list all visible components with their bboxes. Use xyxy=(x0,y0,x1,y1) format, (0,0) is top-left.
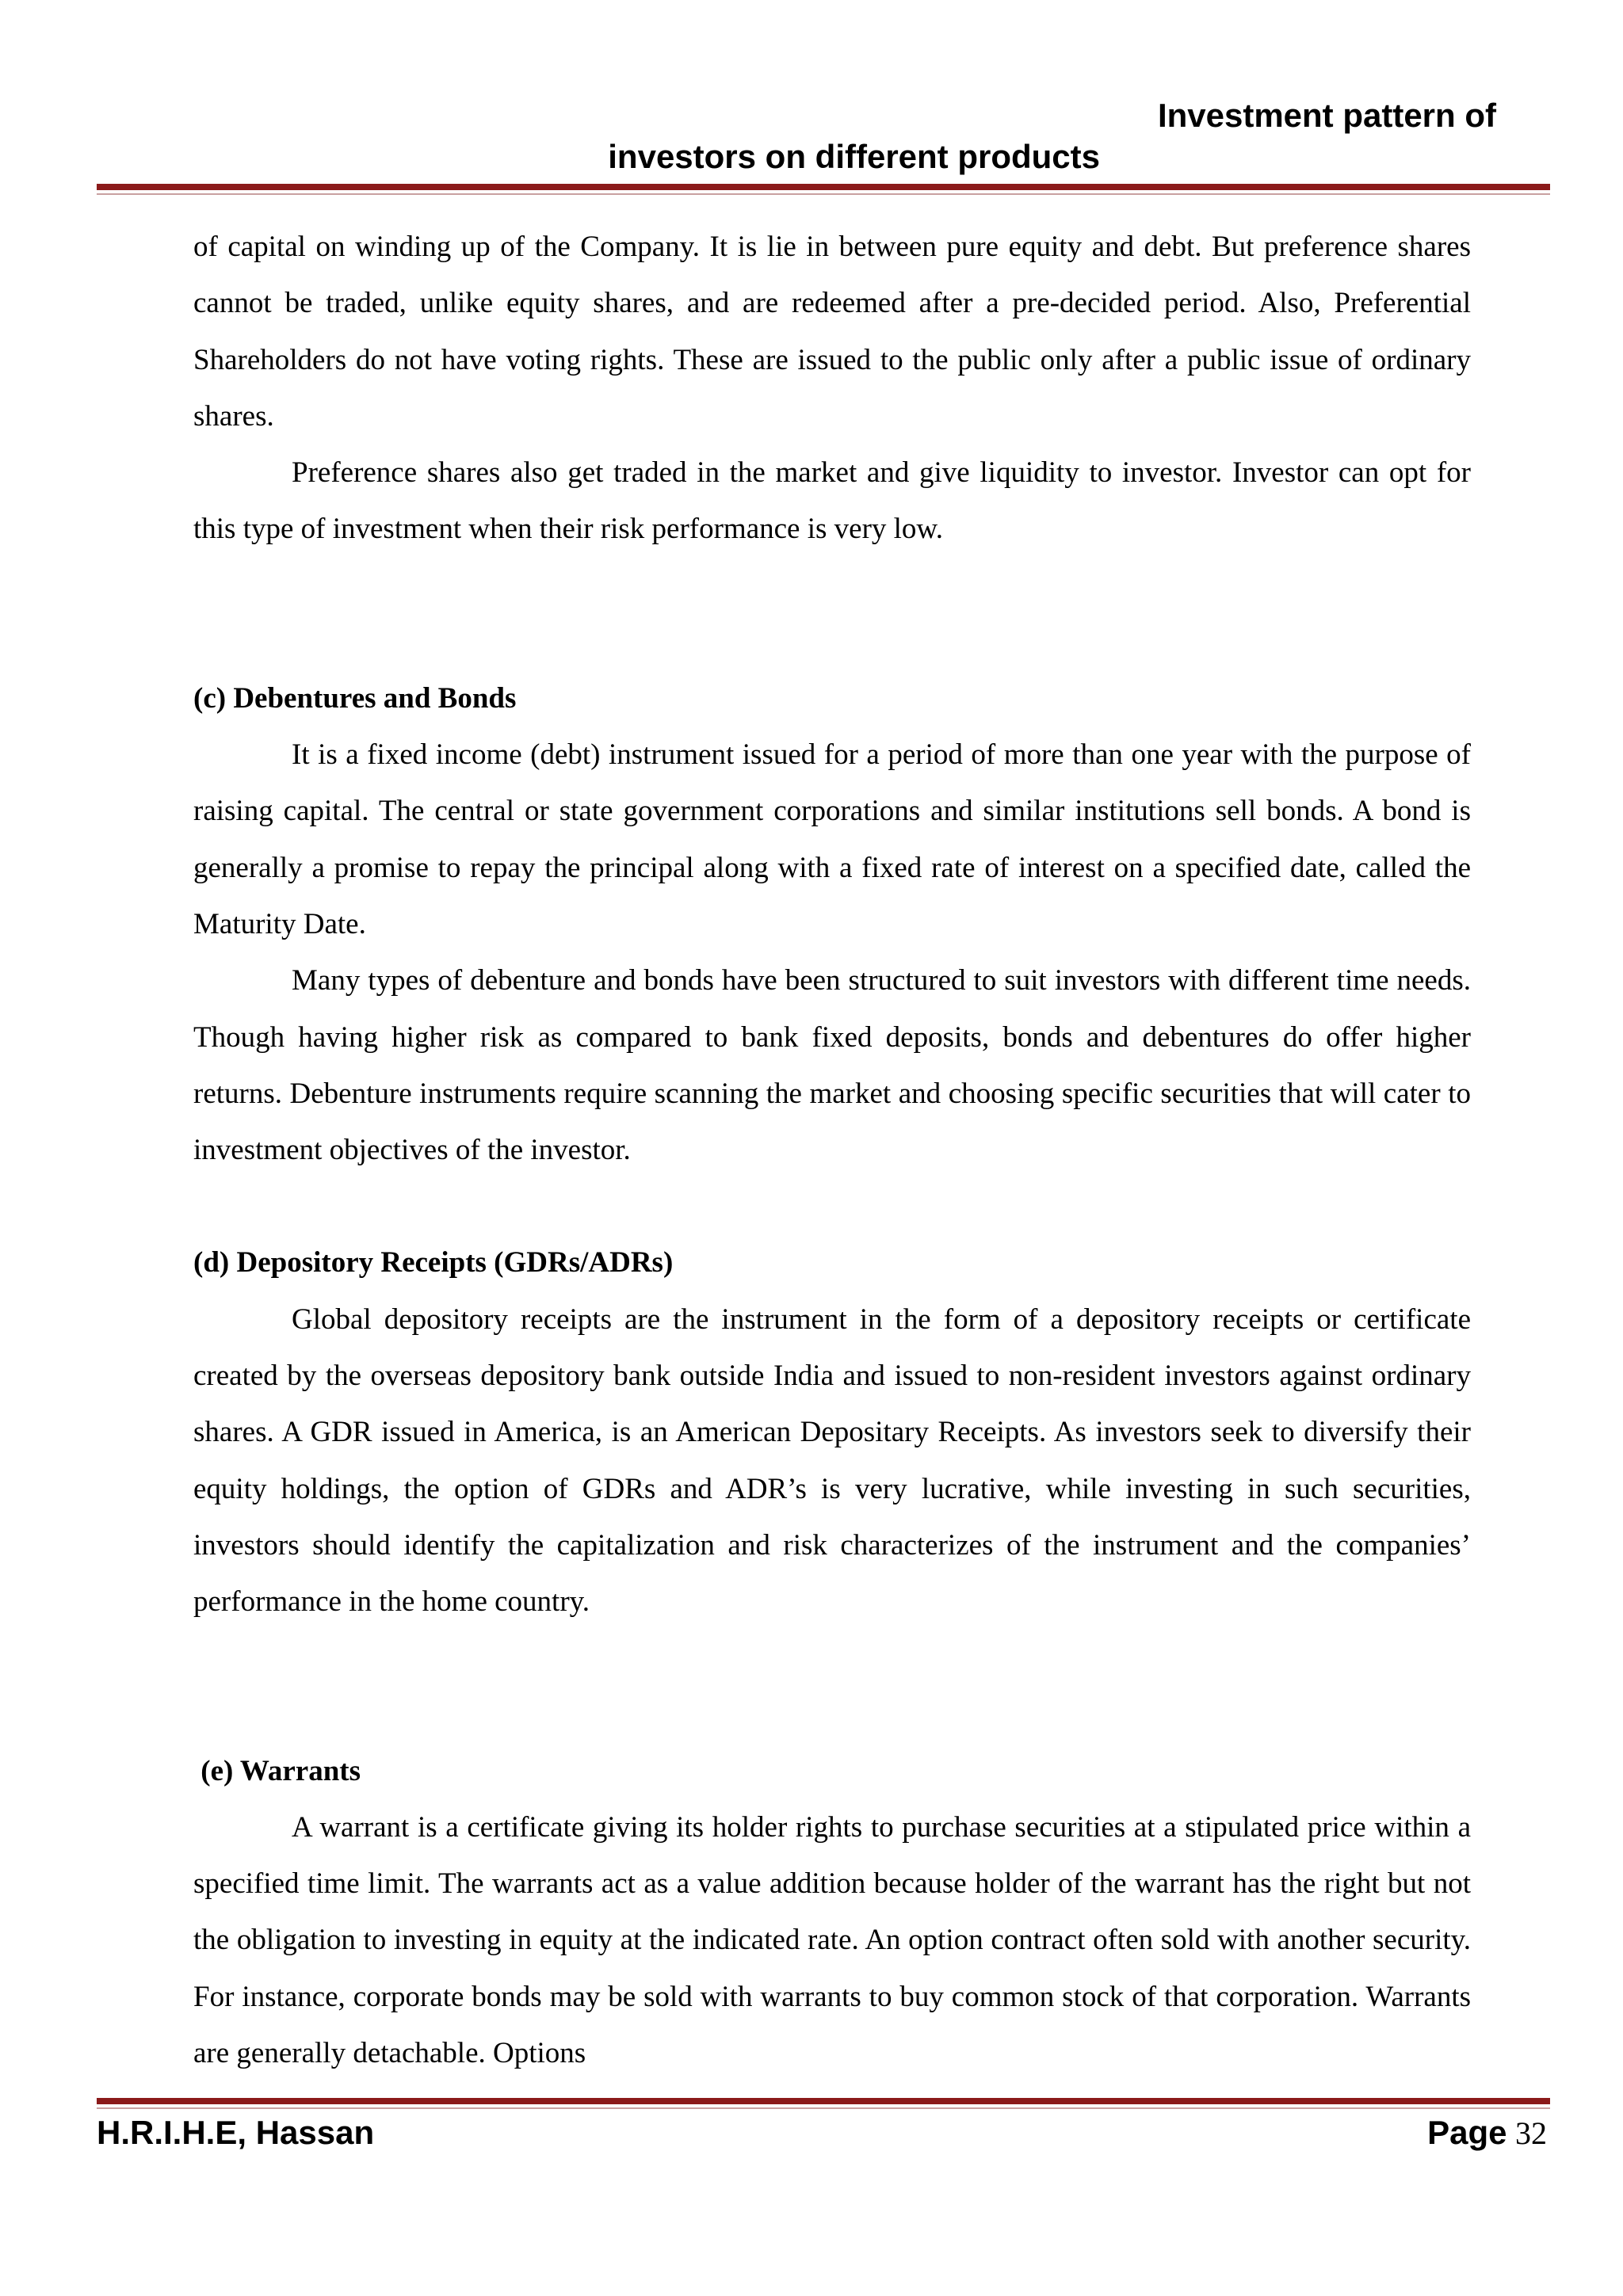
header-rule xyxy=(97,184,1550,190)
footer-rule-thin xyxy=(97,2107,1550,2109)
paragraph: A warrant is a certificate giving its holder rights to purchase securities at a stipulated price within a specified time limit. The warrants act as a value addition because holder of the warrant has the right but not the obligation to investing in equity at the indicated rate. An option contract often sold with another security. For instance, corporate bonds may be sold with warrants to buy common stock of that corporation. Warrants are generally detachable. Options xyxy=(193,1810,1471,2070)
footer-institution: H.R.I.H.E, Hassan xyxy=(97,2114,375,2151)
section-heading-d: (d) Depository Receipts (GDRs/ADRs) xyxy=(193,1246,674,1280)
page-number: 32 xyxy=(1515,2115,1547,2151)
paragraph: Preference shares also get traded in the market and give liquidity to investor. Investor can opt for this type of investment when their risk performance is very low. xyxy=(193,456,1471,546)
section-heading-e: (e) Warrants xyxy=(193,1754,361,1787)
paragraph: Global depository receipts are the instrument in the form of a depository receipts or certificate created by the overseas depository bank outside India and issued to non-resident investors against ordinary shares. A GDR issued in America, is an American Depositary Receipts. As investors seek to diversify their equity holdings, the option of GDRs and ADR’s is very lucrative, while investing in such securities, investors should identify the capitalization and risk characterizes of the instrument and the companies’ performance in the home country. xyxy=(193,1302,1471,1619)
footer-page xyxy=(1427,2114,1547,2153)
section-heading-c: (c) Debentures and Bonds xyxy=(193,681,517,715)
page-body xyxy=(193,219,1471,2081)
header-rule-thin xyxy=(97,193,1550,195)
paragraph: Many types of debenture and bonds have been structured to suit investors with different time needs. Though having higher risk as compared to bank fixed deposits, bonds and debentures do offer higher returns. Debenture instruments require scanning the market and choosing specific securities that will cater to investment objectives of the investor. xyxy=(193,964,1471,1167)
footer-rule xyxy=(97,2098,1550,2104)
header-title-line2: investors on different products xyxy=(608,138,1100,175)
paragraph: It is a fixed income (debt) instrument issued for a period of more than one year with the purpose of raising capital. The central or state government corporations and similar institutions sell bonds. A bond is generally a promise to repay the principal along with a fixed rate of interest on a specified date, called the Maturity Date. xyxy=(193,738,1471,940)
paragraph: of capital on winding up of the Company. It is lie in between pure equity and debt. But preference shares cannot be traded, unlike equity shares, and are redeemed after a pre-decided period. Also, Preferential Shareholders do not have voting rights. These are issued to the public only after a public issue of ordinary shares. xyxy=(193,231,1471,433)
header-title-line1: Investment pattern of xyxy=(1157,97,1496,134)
running-header xyxy=(387,95,1496,177)
page-label: Page xyxy=(1427,2114,1507,2151)
